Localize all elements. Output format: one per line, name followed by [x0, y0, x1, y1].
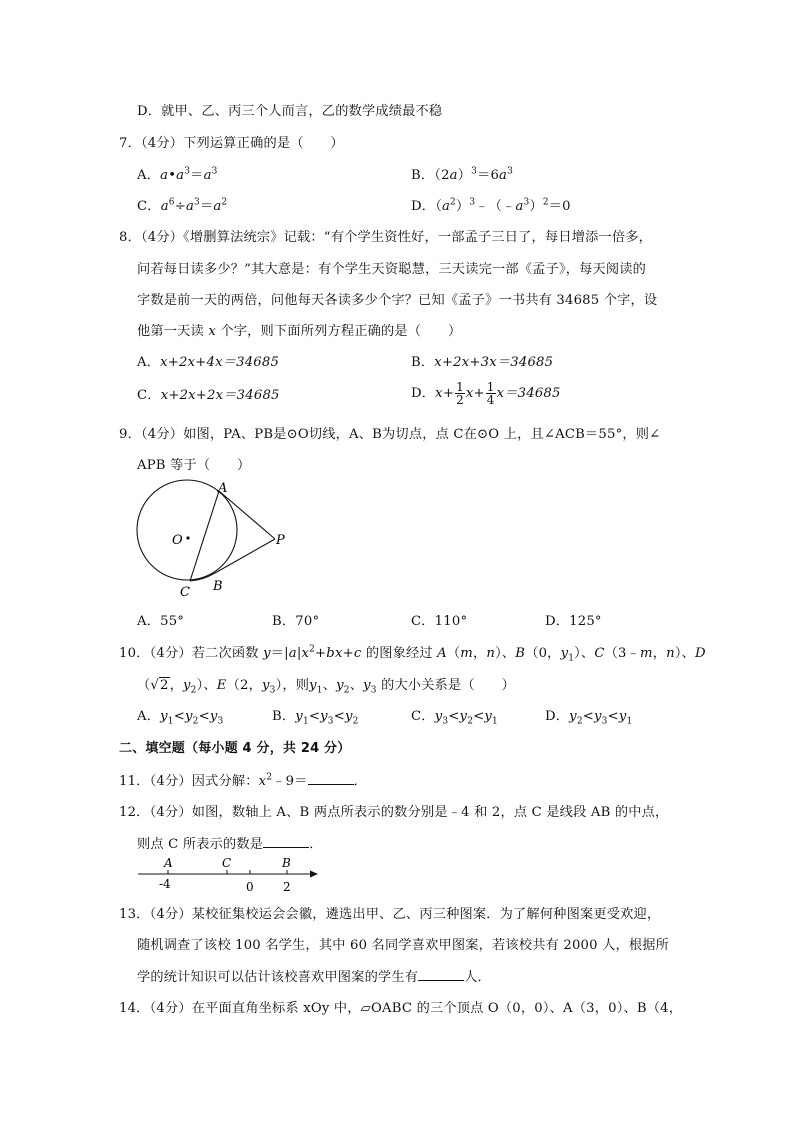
q6-option-d: D．就甲、乙、丙三个人而言，乙的数学成绩最不稳	[137, 104, 443, 119]
q8-line-4b: 个字，则下面所列方程正确的是（ ）	[215, 324, 462, 339]
q8-option-c-text: x+2x+2x＝34685	[160, 388, 280, 403]
q13-line-1: 13．（4分）某校征集校运会会徽，遴选出甲、乙、丙三种图案．为了解何种图案更受欢迎，	[119, 907, 661, 922]
q8-option-b-label: B．	[411, 355, 435, 370]
q10-option-b: B．$y_1<y_3<y_2$	[272, 709, 359, 727]
label-a: A	[218, 481, 228, 496]
q7-text: 下列运算正确的是（ ）	[183, 136, 344, 151]
q13-line-3	[137, 968, 491, 987]
q7-number: 7．	[119, 136, 141, 151]
q10-option-c: C．$y_3<y_2<y_1$	[411, 709, 498, 727]
section-heading-fill-in: 二、填空题（每小题 4 分，共 24 分）	[119, 741, 351, 756]
q7-option-d: D．$(a^2)^3﹣(﹣a^3)^2=0$	[411, 197, 571, 214]
q10-option-d-label: D．	[545, 709, 570, 724]
q13-line-3-text: 学的统计知识可以估计该校喜欢甲图案的学生有	[137, 970, 419, 985]
q8-option-a-label: A．	[137, 355, 161, 370]
fraction-half: $\frac{1}{2}$	[456, 380, 464, 407]
q7-score: （4分）	[140, 136, 184, 151]
q9-line-2: APB 等于（ ）	[137, 458, 251, 473]
tangent-pa	[219, 491, 275, 539]
chord-ac	[190, 491, 219, 581]
q10-option-a: A．$y_1<y_2<y_3$	[137, 709, 224, 727]
tick-label-0: 0	[246, 880, 254, 894]
q11-line: 11．（4分）因式分解：$x^2﹣9=$ ．	[119, 772, 368, 789]
point-label-b: B	[282, 856, 291, 870]
q8-option-d: D．x+ $\frac{1}{2}$ x+ $\frac{1}{4}$ x＝34685	[411, 380, 561, 407]
fraction-quarter: $\frac{1}{4}$	[486, 380, 495, 407]
tick-label-2: 2	[283, 880, 291, 894]
q12-line-2: 则点 C 所表示的数是 ．	[137, 837, 323, 852]
q8-line-4a: 他第一天读	[137, 324, 209, 339]
q8-option-b	[411, 354, 553, 372]
q9-option-b: B．70°	[272, 614, 320, 629]
q8-line-1: 8．（4分）《增删算法统宗》记载：“有个学生资性好，一部孟子三日了，每日增添一倍多，	[119, 230, 653, 245]
q7-option-b-label: B．	[411, 168, 435, 183]
q8-line-3: 字数是前一天的两倍，问他每天各读多少个字？已知《孟子》一书共有 34685 个字，设	[137, 293, 658, 308]
q12-line-1: 12．（4分）如图，数轴上 A、B 两点所表示的数分别是﹣4 和 2，点 C 是线段 AB 的中点，	[119, 805, 669, 820]
label-c: C	[180, 585, 190, 598]
q8-line-2: 问若每日读多少？”其大意是：有个学生天资聪慧，三天读完一部《孟子》，每天阅读的	[137, 262, 647, 277]
q9-option-c: C．110°	[411, 614, 468, 629]
center-point	[186, 536, 189, 539]
label-p: P	[276, 533, 285, 548]
q14-line-1: 14．（4分）在平面直角坐标系 xOy 中，▱OABC 的三个顶点 O（0，0）、A（3，0）、B（4，	[119, 1001, 683, 1016]
q8-option-c	[137, 387, 280, 405]
q7-option-d-label: D．	[411, 199, 436, 214]
q8-option-d-tail: x＝34685	[496, 386, 561, 401]
q9-option-d: D．125°	[545, 614, 602, 629]
point-label-a: A	[164, 856, 173, 870]
q7-option-c-label: C．	[137, 199, 161, 214]
q10-option-c-label: C．	[411, 709, 435, 724]
axis-arrow	[310, 871, 318, 878]
q13-line-2: 随机调查了该校 100 名学生，其中 60 名同学喜欢甲图案，若该校共有 2000 人，根据所	[137, 938, 670, 953]
q10-line-2: （√2，$y_2$）、E（2，$y_3$），则$y_1$、$y_2$、$y_3$ 的大小关系是（ ）	[137, 678, 515, 696]
q7-option-c: C．$a^6\div a^3=a^2$	[137, 197, 228, 214]
answer-blank[interactable]	[418, 968, 464, 981]
tick-label-neg4: -4	[159, 877, 171, 891]
q8-option-a-text: x+2x+4x＝34685	[160, 355, 280, 370]
q10-option-d: D．$y_2<y_3<y_1$	[545, 709, 633, 727]
q11-text: 11．（4分）因式分解：	[119, 774, 259, 789]
answer-blank[interactable]	[263, 835, 309, 848]
q7-stem	[119, 135, 344, 153]
q10-option-a-label: A．	[137, 709, 161, 724]
q7-option-a: A．$a•a^3=a^3$	[137, 166, 218, 183]
q9-line-1: 9．（4分）如图，PA、PB是⊙O切线，A、B为切点，点 C在⊙O 上，且∠ACB＝55°，则∠	[119, 427, 661, 442]
q7-option-a-label: A．	[137, 168, 161, 183]
q8-option-b-text: x+2x+3x＝34685	[434, 355, 554, 370]
q9-option-a: A．55°	[137, 614, 185, 629]
answer-blank[interactable]	[308, 772, 354, 785]
q12-number-line	[135, 854, 325, 894]
q8-option-c-label: C．	[137, 388, 161, 403]
label-o: O	[172, 533, 183, 548]
point-label-c: C	[222, 856, 232, 870]
tangent-pb	[215, 539, 275, 573]
q10-option-b-label: B．	[272, 709, 296, 724]
q10-line-1: 10．（4分）若二次函数 $y=|a|x^2+bx+c$ 的图象经过 A（m，n）、B（0，$y_1$）、C（3﹣m，n）、D	[119, 644, 706, 664]
label-b: B	[213, 579, 223, 594]
q7-option-b: B．$(2a)^3=6a^3$	[411, 166, 514, 183]
q9-circle-tangent-figure	[130, 478, 300, 598]
q8-option-a	[137, 354, 279, 372]
q8-line-4	[137, 323, 461, 341]
q12-line-2-text: 则点 C 所表示的数是	[137, 837, 264, 852]
q13-line-3-tail: 人．	[464, 970, 491, 985]
q8-var-x: x	[208, 324, 216, 339]
q8-option-d-label: D．	[411, 386, 436, 401]
